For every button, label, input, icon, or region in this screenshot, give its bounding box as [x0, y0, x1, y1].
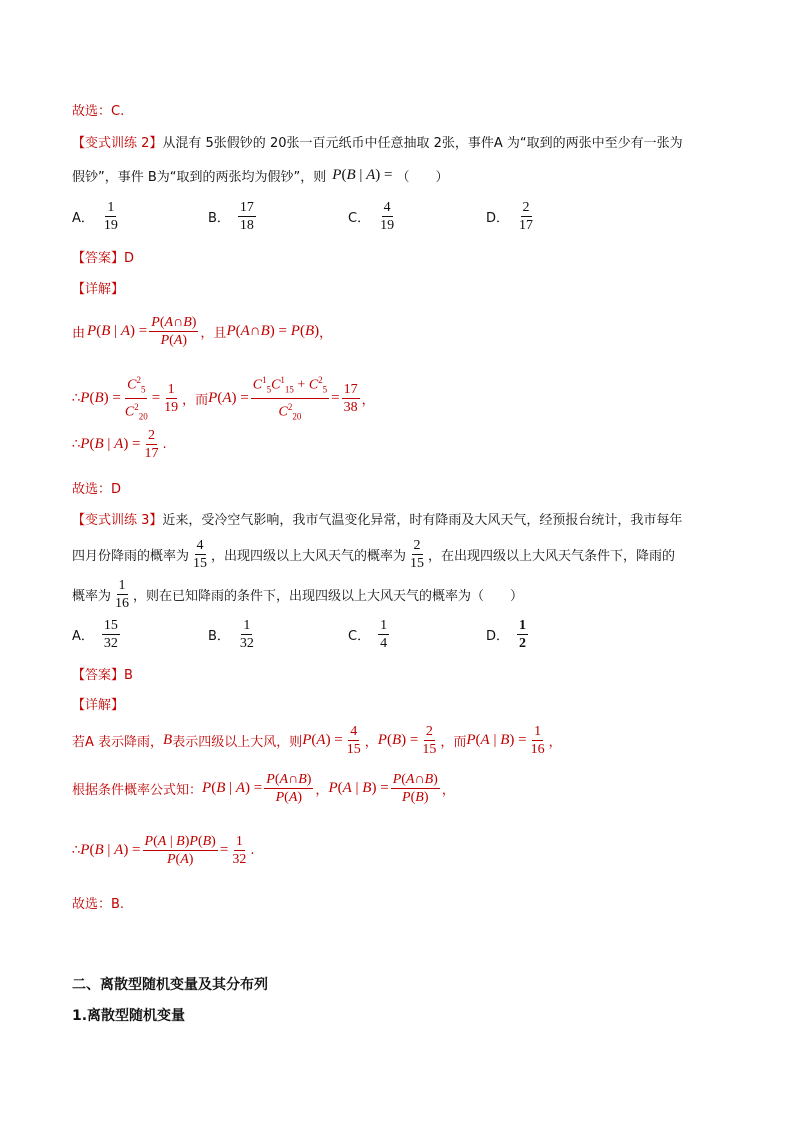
- p2-text1: 从混有 5张假钞的 20张一百元纸币中任意抽取 2张，事件A 为“取到的两张中至少有一张为: [162, 136, 683, 151]
- p2-line2: [72, 166, 449, 185]
- p2-option-c[interactable]: C． $\frac{4}{19}$: [348, 200, 395, 233]
- p2-paren: （ ）: [396, 170, 449, 185]
- p3-tag: 【变式训练 3】: [72, 513, 163, 528]
- p3-detail-label: 【详解】: [72, 698, 125, 713]
- p2-solution-line3: ∴ P(B | A) = $\frac{2}{17}$ .: [72, 428, 167, 461]
- p3-option-c[interactable]: C． $\frac{1}{4}$: [348, 618, 388, 651]
- p2-line1: [72, 132, 683, 151]
- p3-line2: 四月份降雨的概率为 $\frac{4}{15}$ ，出现四级以上大风天气的概率为 $\frac{2}{15}$ ，在出现四级以上大风天气条件下，降雨的: [72, 538, 676, 571]
- p3-option-b[interactable]: B． $\frac{1}{32}$: [208, 618, 254, 651]
- p3-answer: 【答案】B: [72, 668, 133, 683]
- p3-line3: 概率为 $\frac{1}{16}$ ，则在已知降雨的条件下，出现四级以上大风天气的概率为（ ）: [72, 578, 524, 611]
- p2-text2: 假钞”，事件 B为“取到的两张均为假钞”，则: [72, 170, 327, 185]
- choose-c-line: 故选：C.: [72, 104, 125, 119]
- p3-option-d[interactable]: D． $\frac{1}{2}$: [486, 618, 527, 651]
- p2-option-b[interactable]: B． $\frac{17}{18}$: [208, 200, 254, 233]
- p3-solution-line2: 根据条件概率公式知： P(B | A) = $\frac{P(A\cap B)}{P(A)}$ ， P(A | B) = $\frac{P(A\cap B)}{P(B)}$ ，: [72, 772, 455, 805]
- p3-text1: 近来，受冷空气影响，我市气温变化异常，时有降雨及大风天气，经预报台统计，我市每年: [162, 513, 683, 528]
- p2-option-d[interactable]: D． $\frac{2}{17}$: [486, 200, 534, 233]
- p2-choose: 故选：D: [72, 482, 122, 497]
- p3-solution-line3: ∴ P(B | A) = $\frac{P(A | B)P(B)}{P(A)}$ = $\frac{1}{32}$ .: [72, 834, 255, 867]
- p2-answer: 【答案】D: [72, 251, 135, 266]
- sub-heading: 1.离散型随机变量: [72, 1008, 186, 1024]
- section-heading: 二、离散型随机变量及其分布列: [72, 977, 268, 993]
- p2-solution-line2: ∴ P(B) = $\frac{C^2_5}{C^2_{20}}$ = $\frac{1}{19}$ ，而 P(A) = $\frac{C^1_5C^1_{15} + C^2_5}{C^2_{20}}$ = $\frac{17}{38}$ ，: [72, 375, 375, 422]
- p3-line1: [72, 509, 682, 528]
- p2-option-a[interactable]: A． $\frac{1}{19}$: [72, 200, 118, 233]
- p3-choose: 故选：B.: [72, 897, 125, 912]
- p3-option-a[interactable]: A． $\frac{15}{32}$: [72, 618, 118, 651]
- p2-detail-label: 【详解】: [72, 282, 125, 297]
- p2-tag: 【变式训练 2】: [72, 136, 163, 151]
- p2-expr-PBA: P(B | A) =: [332, 167, 393, 183]
- p2-solution-line1: 由 P(B | A) = $\frac{P(A\cap B)}{P(A)}$ ，且 P(A∩B) = P(B) ，: [72, 315, 333, 348]
- p3-solution-line1: 若A 表示降雨， B 表示四级以上大风，则 P(A) = $\frac{4}{15}$ ， P(B) = $\frac{2}{15}$ ，而 P(A | B) = $\frac{1}{16}$ ，: [72, 724, 562, 757]
